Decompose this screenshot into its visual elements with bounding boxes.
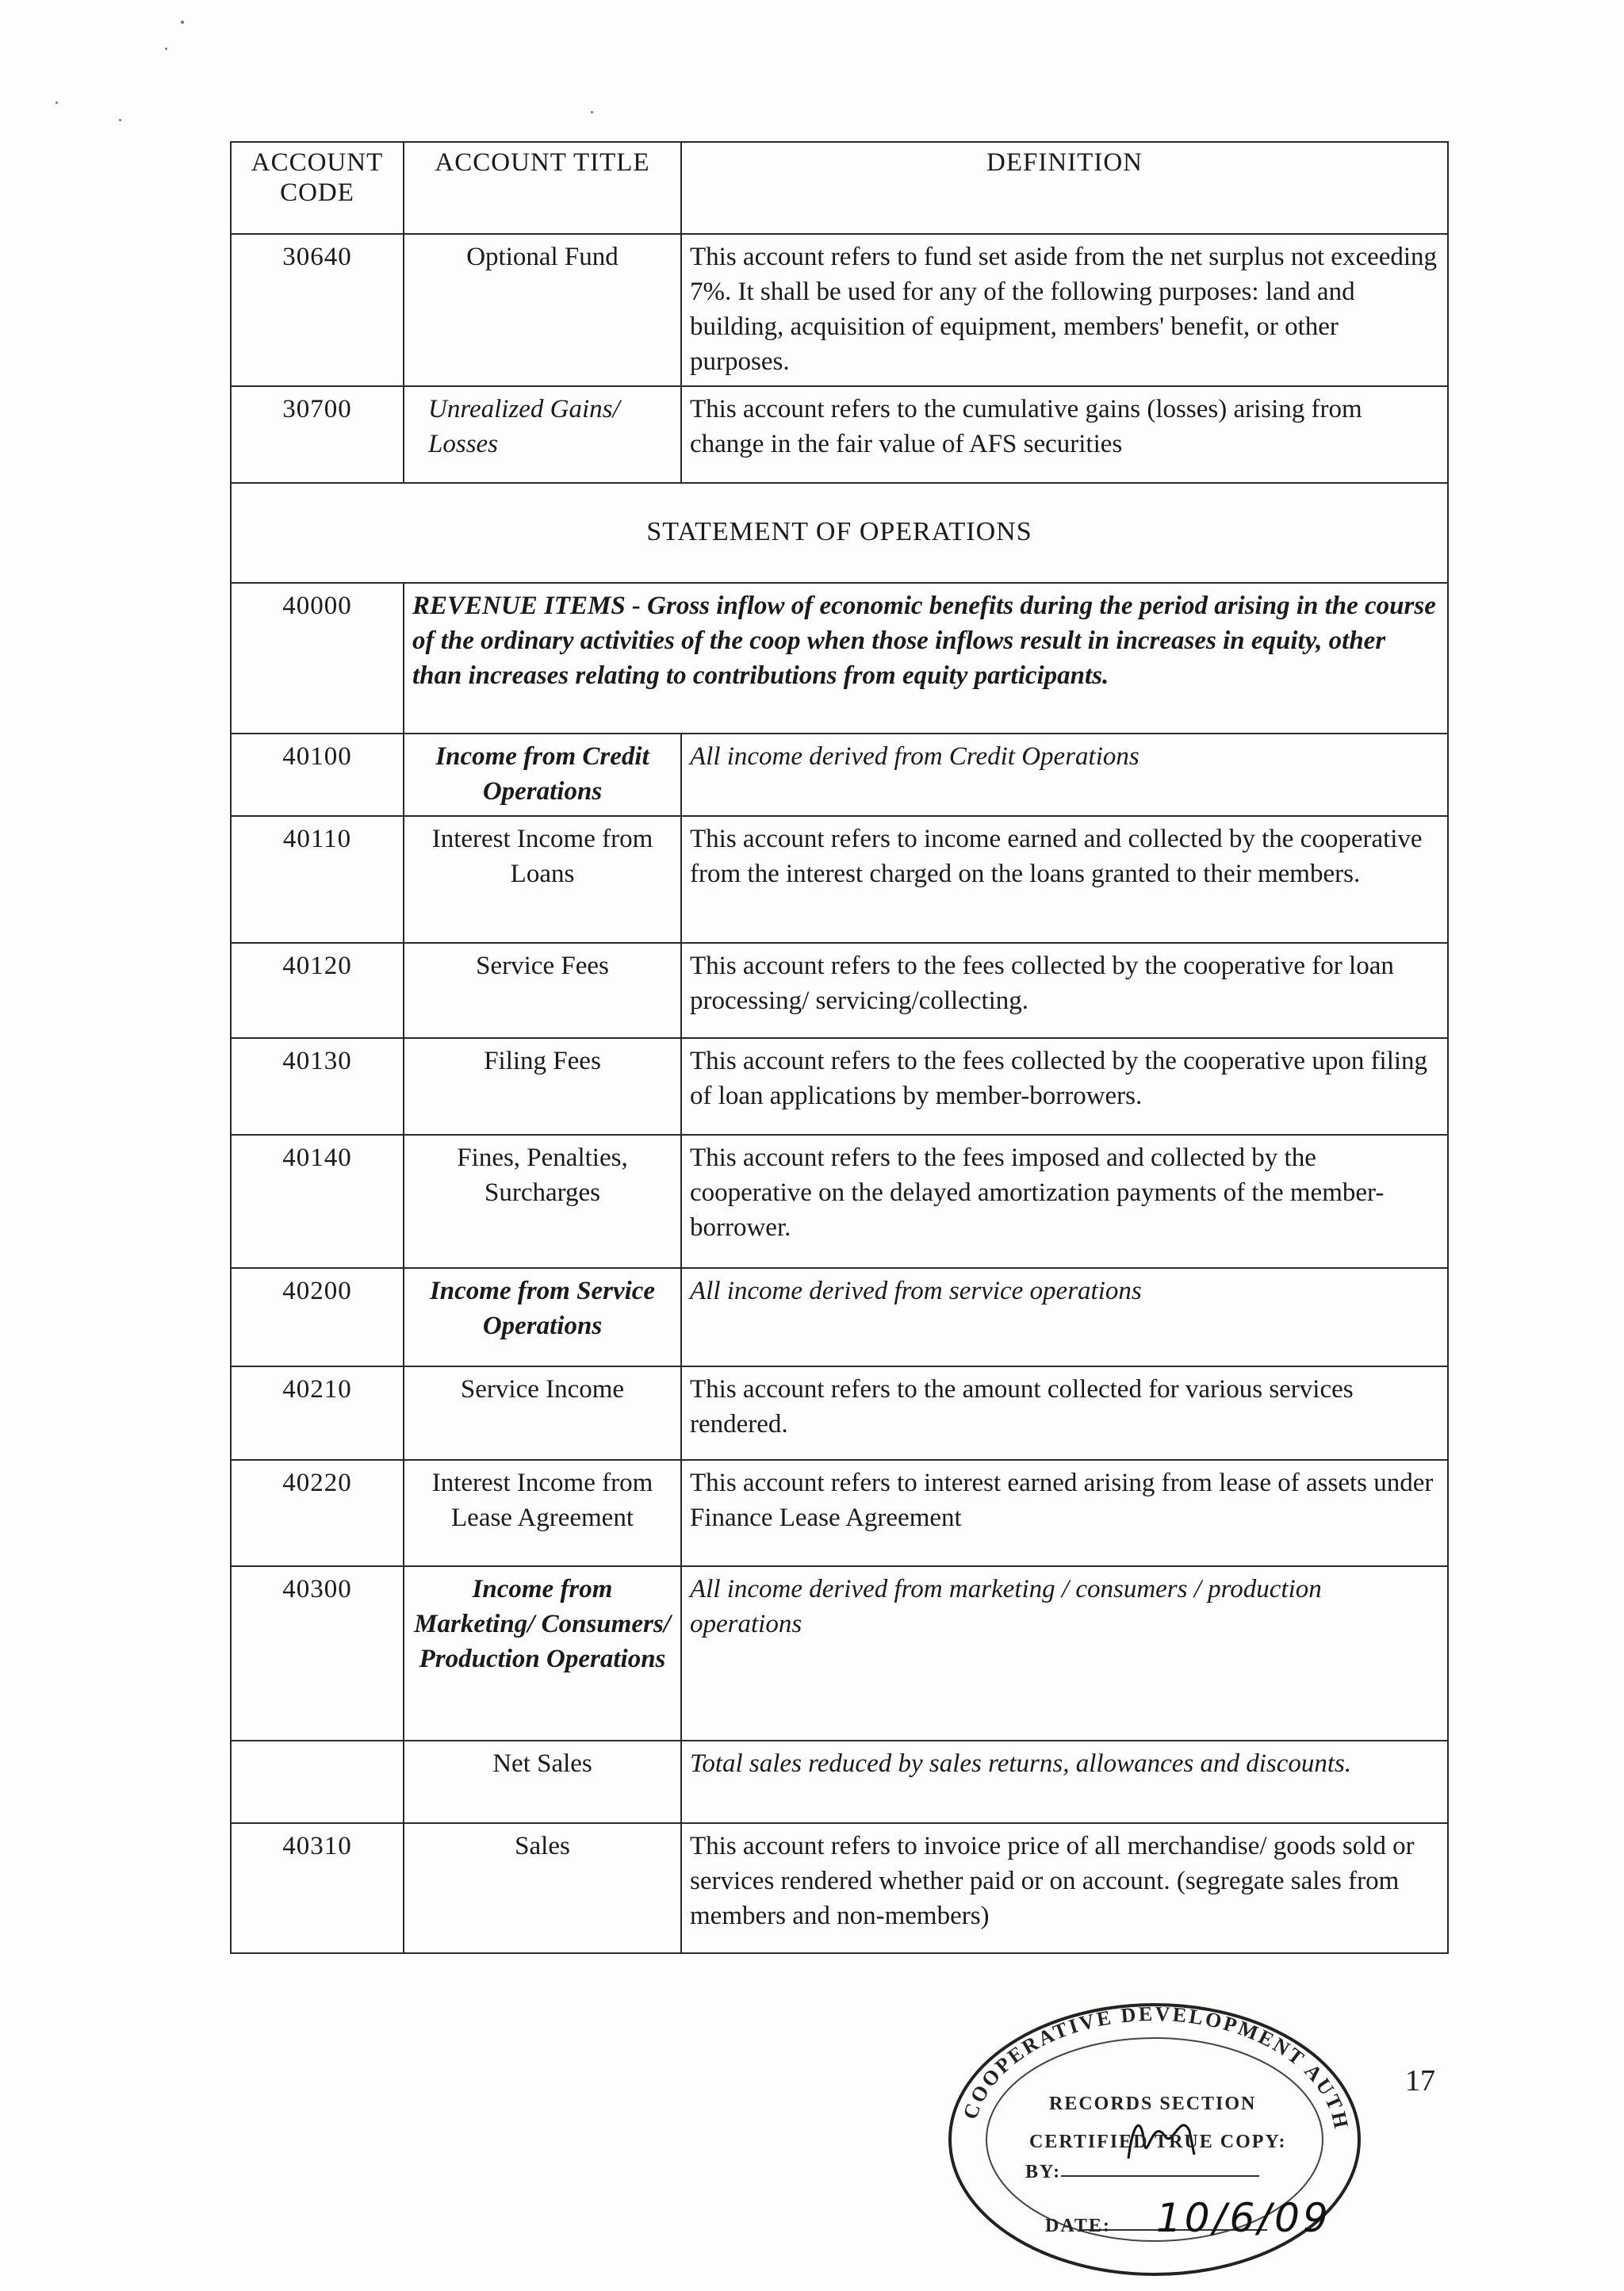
table-row	[231, 1823, 1448, 1953]
scan-speck	[591, 111, 593, 113]
account-title: Optional Fund	[404, 234, 681, 386]
header-definition: DEFINITION	[681, 142, 1448, 234]
account-title: Service Fees	[404, 943, 681, 1038]
account-definition: This account refers to the amount collected for various services rendered.	[681, 1366, 1448, 1460]
account-code: 40210	[231, 1366, 404, 1460]
page-number: 17	[1405, 2064, 1435, 2098]
account-title: Income from Service Operations	[404, 1268, 681, 1366]
account-title: Filing Fees	[404, 1038, 681, 1135]
account-code	[231, 1741, 404, 1823]
table-row	[231, 234, 1448, 386]
account-code: 30700	[231, 386, 404, 483]
table-row	[231, 734, 1448, 816]
account-title: Income from Marketing/ Consumers/ Production Operations	[404, 1566, 681, 1741]
account-code: 40000	[231, 583, 404, 734]
account-code: 40130	[231, 1038, 404, 1135]
account-code: 40200	[231, 1268, 404, 1366]
account-definition: This account refers to the fees collected by the cooperative for loan processing/ servicing/collecting.	[681, 943, 1448, 1038]
account-definition: This account refers to interest earned arising from lease of assets under Finance Lease Agreement	[681, 1460, 1448, 1566]
table-header-row	[231, 142, 1448, 234]
account-title: Fines, Penalties, Surcharges	[404, 1135, 681, 1268]
account-code: 40310	[231, 1823, 404, 1953]
header-account-code: ACCOUNT CODE	[231, 142, 404, 234]
account-code: 30640	[231, 234, 404, 386]
table-row	[231, 1135, 1448, 1268]
table-row	[231, 816, 1448, 943]
stamp-ring-text: COOPERATIVE DEVELOPMENT AUTH	[958, 2002, 1354, 2133]
scan-speck	[119, 119, 121, 121]
account-code: 40110	[231, 816, 404, 943]
scan-speck	[181, 21, 184, 24]
table-row	[231, 943, 1448, 1038]
account-definition: This account refers to fund set aside from the net surplus not exceeding 7%. It shall be used for any of the following purposes: land and building, acquisition of equipment, members' benefit, or other purposes.	[681, 234, 1448, 386]
revenue-items-description: REVENUE ITEMS - Gross inflow of economic benefits during the period arising in the course of the ordinary activities of the coop when those inflows result in increases in equity, other than increases relating to contributions from equity participants.	[404, 583, 1448, 734]
account-definition: This account refers to the cumulative gains (losses) arising from change in the fair value of AFS securities	[681, 386, 1448, 483]
table-row	[231, 1460, 1448, 1566]
account-definition: This account refers to the fees imposed and collected by the cooperative on the delayed amortization payments of the member-borrower.	[681, 1135, 1448, 1268]
account-title: Interest Income from Lease Agreement	[404, 1460, 681, 1566]
account-code: 40120	[231, 943, 404, 1038]
chart-of-accounts-table	[230, 141, 1449, 1954]
section-title: STATEMENT OF OPERATIONS	[231, 483, 1448, 583]
stamp-date-label: DATE:	[1045, 2216, 1111, 2236]
account-code: 40220	[231, 1460, 404, 1566]
table-row	[231, 583, 1448, 734]
account-definition: All income derived from Credit Operations	[681, 734, 1448, 816]
stamp-records-section: RECORDS SECTION	[1049, 2094, 1257, 2114]
account-title: Service Income	[404, 1366, 681, 1460]
account-code: 40300	[231, 1566, 404, 1741]
account-title: Income from Credit Operations	[404, 734, 681, 816]
table-row	[231, 1038, 1448, 1135]
account-title: Unrealized Gains/ Losses	[404, 386, 681, 483]
table-row	[231, 1366, 1448, 1460]
account-code: 40140	[231, 1135, 404, 1268]
table-row	[231, 1741, 1448, 1823]
account-title: Net Sales	[404, 1741, 681, 1823]
stamp-by-label: BY:	[1025, 2162, 1062, 2182]
account-definition: This account refers to the fees collected by the cooperative upon filing of loan applications by member-borrowers.	[681, 1038, 1448, 1135]
account-title: Sales	[404, 1823, 681, 1953]
section-heading-row	[231, 483, 1448, 583]
scan-speck	[165, 48, 167, 50]
account-definition: All income derived from service operations	[681, 1268, 1448, 1366]
account-definition: This account refers to invoice price of all merchandise/ goods sold or services rendered whether paid or on account. (segregate sales from members and non-members)	[681, 1823, 1448, 1953]
account-title: Interest Income from Loans	[404, 816, 681, 943]
header-account-title: ACCOUNT TITLE	[404, 142, 681, 234]
account-definition: Total sales reduced by sales returns, allowances and discounts.	[681, 1741, 1448, 1823]
table-row	[231, 1566, 1448, 1741]
table-row	[231, 386, 1448, 483]
scan-speck	[56, 102, 58, 104]
account-definition: This account refers to income earned and collected by the cooperative from the interest charged on the loans granted to their members.	[681, 816, 1448, 943]
certified-true-copy-stamp	[942, 1992, 1370, 2287]
stamp-date-value: 10/6/09	[1156, 2195, 1331, 2241]
account-definition: All income derived from marketing / consumers / production operations	[681, 1566, 1448, 1741]
account-code: 40100	[231, 734, 404, 816]
stamp-certified-true-copy: CERTIFIED TRUE COPY:	[1029, 2132, 1287, 2152]
table-row	[231, 1268, 1448, 1366]
